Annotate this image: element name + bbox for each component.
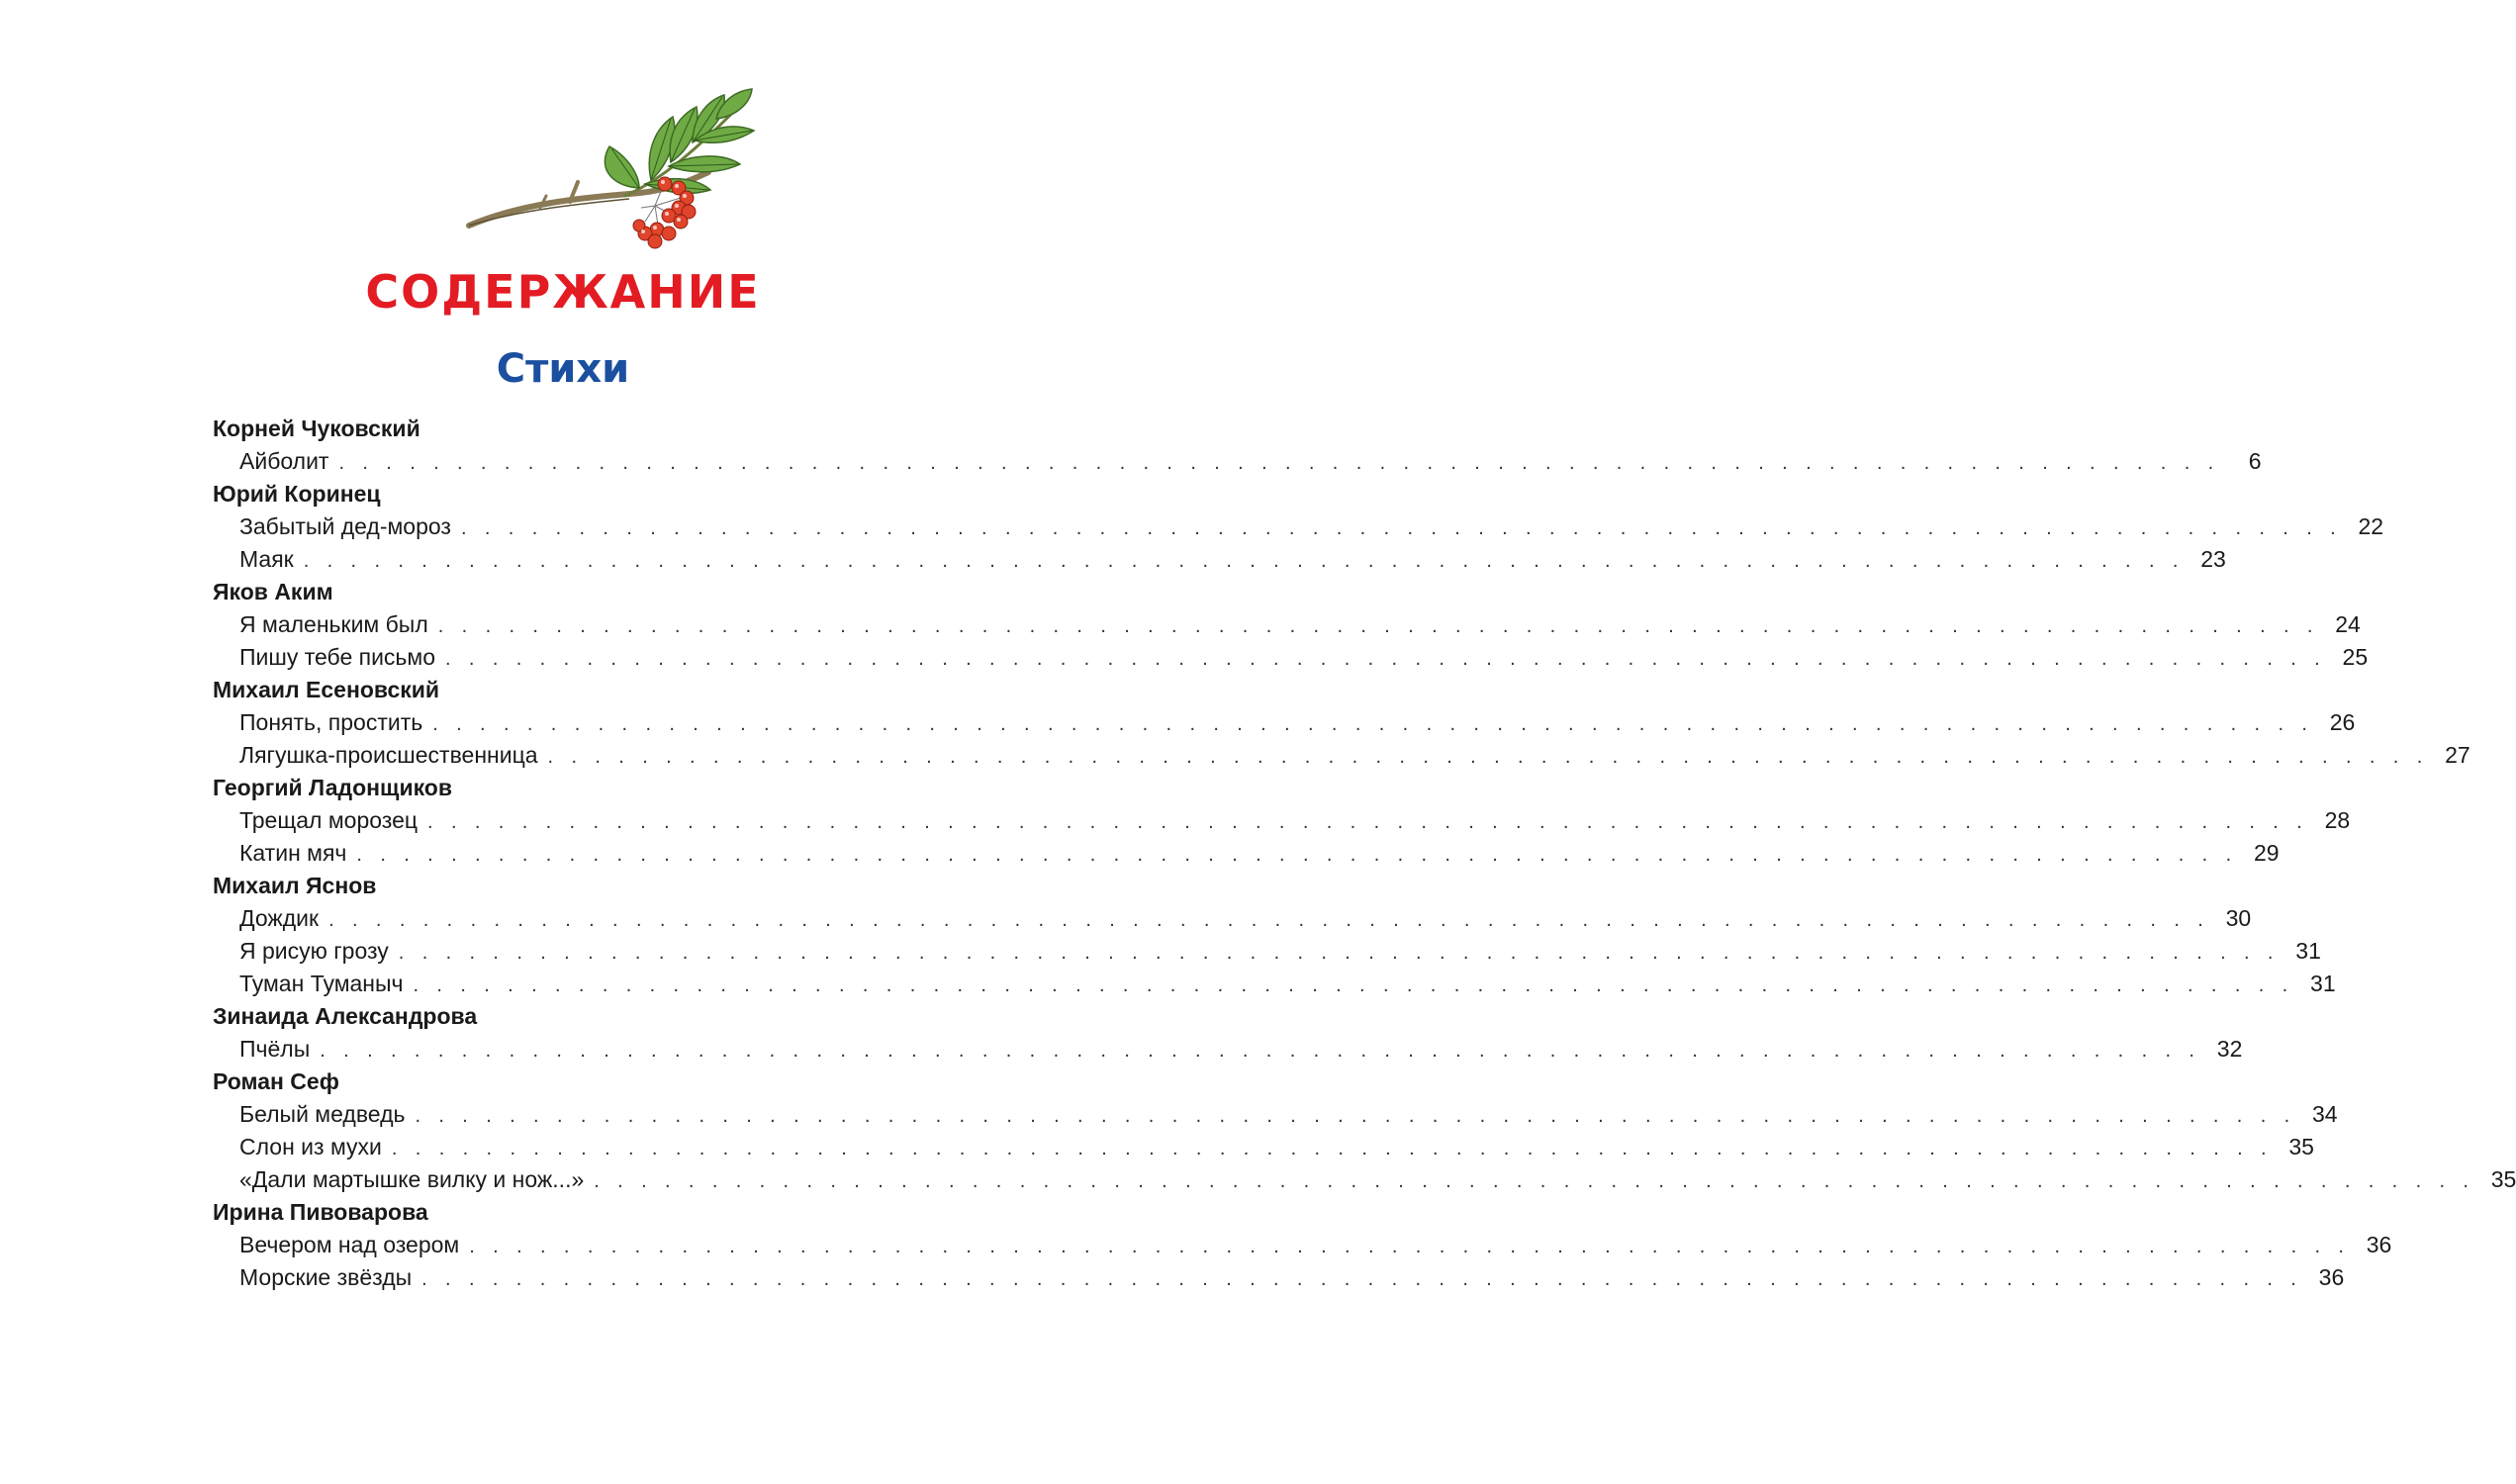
dot-leader: . . . . . . . . . . . . . . . . . . . . . . . . . . . . . . . . . . . . . . . . . . . . . . . . . . . . . . . . . . . . . . . . . . . . . . . . . . . . . . . . xyxy=(320,1040,2201,1062)
toc-author: Юрий Коринец xyxy=(213,481,381,507)
toc-page-number: 36 xyxy=(2366,1232,2392,1257)
toc-entry[interactable] xyxy=(213,1131,2314,1163)
toc-page-number: 25 xyxy=(2342,644,2369,670)
toc-entry-title: Дождик xyxy=(239,905,320,931)
toc-author: Михаил Есеновский xyxy=(213,677,440,702)
toc-page-number: 32 xyxy=(2216,1036,2243,1062)
dot-leader: . . . . . . . . . . . . . . . . . . . . . . . . . . . . . . . . . . . . . . . . . . . . . . . . . . . . . . . . . . . . . . . . . . . . . . . . . . . . . . . . xyxy=(594,1170,2475,1192)
toc-author: Михаил Яснов xyxy=(213,873,377,898)
toc-page-number: 36 xyxy=(2318,1264,2345,1290)
toc-author: Зинаида Александрова xyxy=(213,1003,478,1029)
dot-leader: . . . . . . . . . . . . . . . . . . . . . . . . . . . . . . . . . . . . . . . . . . . . . . . . . . . . . . . . . . . . . . . . . . . . . . . . . . . . . . . . xyxy=(356,844,2238,866)
dot-leader: . . . . . . . . . . . . . . . . . . . . . . . . . . . . . . . . . . . . . . . . . . . . . . . . . . . . . . . . . . . . . . . . . . . . . . . . . . . . . . . . xyxy=(432,713,2314,735)
dot-leader: . . . . . . . . . . . . . . . . . . . . . . . . . . . . . . . . . . . . . . . . . . . . . . . . . . . . . . . . . . . . . . . . . . . . . . . . . . . . . . . . xyxy=(398,942,2280,964)
toc-entry-title: Туман Туманыч xyxy=(239,971,404,996)
toc-entry[interactable] xyxy=(213,641,2369,674)
toc-entry[interactable] xyxy=(213,706,2356,739)
toc-entry[interactable] xyxy=(213,1261,2345,1294)
toc-page-number: 31 xyxy=(2295,938,2321,964)
toc-page-number: 27 xyxy=(2445,742,2470,768)
table-of-contents xyxy=(213,413,2516,1294)
toc-page-number: 24 xyxy=(2335,611,2361,637)
toc-entry[interactable] xyxy=(213,837,2280,870)
toc-entry-title: Слон из мухи xyxy=(239,1134,382,1159)
toc-author: Яков Аким xyxy=(213,579,333,604)
toc-author: Роман Сеф xyxy=(213,1068,339,1094)
toc-entry[interactable] xyxy=(213,739,2470,772)
toc-entry[interactable] xyxy=(213,510,2384,543)
toc-entry-title: Катин мяч xyxy=(239,840,347,866)
toc-page-number: 22 xyxy=(2358,513,2384,539)
toc-entry-title: «Дали мартышке вилку и нож...» xyxy=(239,1166,585,1192)
toc-page-number: 26 xyxy=(2329,709,2356,735)
toc-page-number: 23 xyxy=(2200,546,2226,572)
toc-page-number: 30 xyxy=(2225,905,2252,931)
dot-leader: . . . . . . . . . . . . . . . . . . . . . . . . . . . . . . . . . . . . . . . . . . . . . . . . . . . . . . . . . . . . . . . . . . . . . . . . . . . . . . . . xyxy=(391,1138,2273,1159)
dot-leader: . . . . . . . . . . . . . . . . . . . . . . . . . . . . . . . . . . . . . . . . . . . . . . . . . . . . . . . . . . . . . . . . . . . . . . . . . . . . . . . . xyxy=(303,550,2185,572)
dot-leader: . . . . . . . . . . . . . . . . . . . . . . . . . . . . . . . . . . . . . . . . . . . . . . . . . . . . . . . . . . . . . . . . . . . . . . . . . . . . . . . . xyxy=(460,517,2343,539)
page-title: СОДЕРЖАНИЕ xyxy=(365,265,761,319)
toc-entry[interactable] xyxy=(213,935,2321,968)
toc-page-number: 29 xyxy=(2253,840,2280,866)
toc-entry-title: Забытый дед-мороз xyxy=(239,513,451,539)
toc-entry[interactable] xyxy=(213,968,2336,1000)
dot-leader: . . . . . . . . . . . . . . . . . . . . . . . . . . . . . . . . . . . . . . . . . . . . . . . . . . . . . . . . . . . . . . . . . . . . . . . . . . . . . . . . xyxy=(415,1105,2296,1127)
toc-page-number: 34 xyxy=(2312,1101,2338,1127)
toc-author: Корней Чуковский xyxy=(213,416,420,441)
toc-entry-title: Лягушка-происшественница xyxy=(239,742,538,768)
dot-leader: . . . . . . . . . . . . . . . . . . . . . . . . . . . . . . . . . . . . . . . . . . . . . . . . . . . . . . . . . . . . . . . . . . . . . . . . . . . . . . . . xyxy=(437,615,2319,637)
toc-page-number: 6 xyxy=(2248,448,2262,474)
toc-entry-title: Понять, простить xyxy=(239,709,423,735)
toc-entry-title: Я рисую грозу xyxy=(239,938,389,964)
dot-leader: . . . . . . . . . . . . . . . . . . . . . . . . . . . . . . . . . . . . . . . . . . . . . . . . . . . . . . . . . . . . . . . . . . . . . . . . . . . . . . . . xyxy=(547,746,2429,768)
toc-entry[interactable] xyxy=(213,543,2226,576)
toc-entry-title: Морские звёзды xyxy=(239,1264,413,1290)
toc-entry[interactable] xyxy=(213,804,2351,837)
toc-entry[interactable] xyxy=(213,608,2361,641)
toc-entry[interactable] xyxy=(213,1229,2392,1261)
toc-entry-title: Вечером над озером xyxy=(239,1232,460,1257)
toc-entry-title: Пчёлы xyxy=(239,1036,311,1062)
toc-author: Георгий Ладонщиков xyxy=(213,775,452,800)
toc-entry-title: Я маленьким был xyxy=(239,611,428,637)
toc-author: Ирина Пивоварова xyxy=(213,1199,428,1225)
dot-leader: . . . . . . . . . . . . . . . . . . . . . . . . . . . . . . . . . . . . . . . . . . . . . . . . . . . . . . . . . . . . . . . . . . . . . . . . . . . . . . . . xyxy=(427,811,2309,833)
toc-page-number: 35 xyxy=(2490,1166,2516,1192)
toc-page-number: 31 xyxy=(2310,971,2336,996)
dot-leader: . . . . . . . . . . . . . . . . . . . . . . . . . . . . . . . . . . . . . . . . . . . . . . . . . . . . . . . . . . . . . . . . . . . . . . . . . . . . . . . . xyxy=(469,1236,2351,1257)
toc-entry-title: Белый медведь xyxy=(239,1101,406,1127)
toc-entry[interactable] xyxy=(213,1098,2338,1131)
toc-page-number: 28 xyxy=(2324,807,2351,833)
toc-entry-title: Пишу тебе письмо xyxy=(239,644,436,670)
toc-entry-title: Маяк xyxy=(239,546,294,572)
section-title: Стихи xyxy=(496,346,630,392)
dot-leader: . . . . . . . . . . . . . . . . . . . . . . . . . . . . . . . . . . . . . . . . . . . . . . . . . . . . . . . . . . . . . . . . . . . . . . . . . . . . . . . . xyxy=(338,452,2220,474)
rowan-branch-icon xyxy=(461,87,758,255)
toc-entry-title: Трещал морозец xyxy=(239,807,419,833)
toc-entry-title: Айболит xyxy=(239,448,329,474)
dot-leader: . . . . . . . . . . . . . . . . . . . . . . . . . . . . . . . . . . . . . . . . . . . . . . . . . . . . . . . . . . . . . . . . . . . . . . . . . . . . . . . . xyxy=(421,1268,2303,1290)
toc-entry[interactable] xyxy=(213,902,2252,935)
toc-entry[interactable] xyxy=(213,445,2262,478)
toc-entry[interactable] xyxy=(213,1033,2243,1066)
dot-leader: . . . . . . . . . . . . . . . . . . . . . . . . . . . . . . . . . . . . . . . . . . . . . . . . . . . . . . . . . . . . . . . . . . . . . . . . . . . . . . . . xyxy=(328,909,2210,931)
toc-entry[interactable] xyxy=(213,1163,2516,1196)
dot-leader: . . . . . . . . . . . . . . . . . . . . . . . . . . . . . . . . . . . . . . . . . . . . . . . . . . . . . . . . . . . . . . . . . . . . . . . . . . . . . . . . xyxy=(413,974,2294,996)
dot-leader: . . . . . . . . . . . . . . . . . . . . . . . . . . . . . . . . . . . . . . . . . . . . . . . . . . . . . . . . . . . . . . . . . . . . . . . . . . . . . . . . xyxy=(445,648,2327,670)
toc-page-number: 35 xyxy=(2288,1134,2314,1159)
